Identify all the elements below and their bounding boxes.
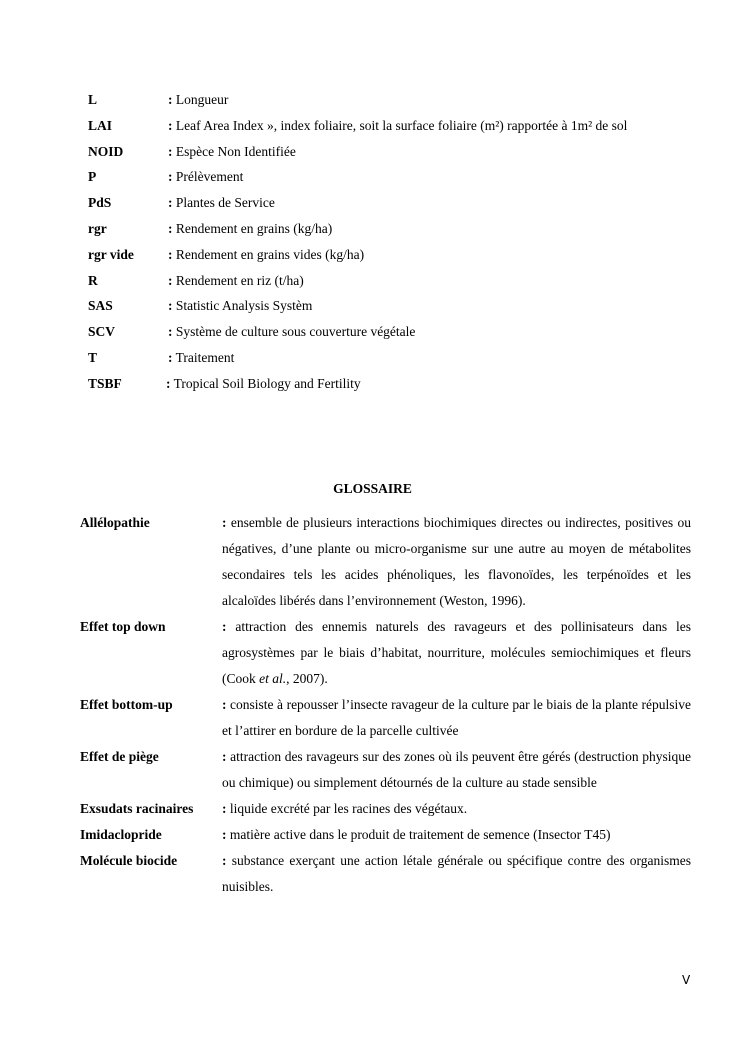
abbreviation-definition: : Rendement en grains vides (kg/ha) (168, 246, 365, 262)
glossary-entry (80, 796, 691, 822)
abbreviation-row (88, 219, 708, 245)
abbreviation-definition: : Traitement (168, 349, 235, 365)
abbreviation-term: rgr vide (88, 246, 134, 262)
abbreviation-definition: : Rendement en riz (t/ha) (168, 272, 304, 288)
abbreviation-row (88, 90, 708, 116)
glossary-definition: : consiste à repousser l’insecte ravageur de la culture par le biais de la plante répulsive et l’attirer en bordure de la parcelle cultivée (222, 697, 691, 738)
glossary-definition: : attraction des ravageurs sur des zones où ils peuvent être gérés (destruction physique ou chimique) ou simplement détournés de la culture au stade sensible (222, 749, 691, 790)
glossary-term: Allélopathie (80, 515, 150, 530)
glossary-entry (80, 744, 691, 796)
abbreviation-term: SAS (88, 298, 113, 314)
abbreviation-definition: : Rendement en grains (kg/ha) (168, 220, 333, 236)
abbreviation-term: NOID (88, 143, 124, 159)
glossary-definition: : substance exerçant une action létale générale ou spécifique contre des organismes nuisibles. (222, 853, 691, 894)
abbreviation-definition: : Tropical Soil Biology and Fertility (166, 375, 361, 391)
glossary-term: Imidaclopride (80, 827, 162, 842)
glossary-term: Molécule biocide (80, 853, 178, 868)
abbreviation-row (88, 116, 708, 142)
abbreviation-row (88, 374, 708, 400)
abbreviation-definition: : Prélèvement (168, 169, 244, 185)
abbreviation-row (88, 142, 708, 168)
glossary-entry (80, 510, 691, 614)
abbreviation-term: L (88, 92, 98, 107)
glossary-definition: : attraction des ennemis naturels des ravageurs et des pollinisateurs dans les agrosystèmes par le biais d’habitat, nourriture, molécules semiochimiques et fleurs (Cook et al., 2007). (222, 619, 691, 686)
abbreviation-term: R (88, 272, 98, 288)
abbreviation-term: LAI (88, 117, 113, 133)
abbreviation-row (88, 348, 708, 374)
glossary-term: Effet top down (80, 619, 166, 634)
glossary-entry (80, 614, 691, 692)
abbreviation-term: P (88, 169, 97, 185)
abbreviation-row (88, 296, 708, 322)
glossary-term: Exsudats racinaires (80, 801, 194, 816)
abbreviation-term: PdS (88, 195, 112, 211)
citation-et-al: et al. (259, 671, 287, 686)
glossary-definition: : liquide excrété par les racines des végétaux. (222, 801, 468, 816)
abbreviation-definition: : Statistic Analysis Systèm (168, 298, 313, 314)
abbreviation-definition: : Plantes de Service (168, 195, 275, 211)
abbreviation-definition: : Espèce Non Identifiée (168, 143, 296, 159)
glossary-term: Effet de piège (80, 749, 159, 764)
abbreviation-list (88, 90, 708, 400)
abbreviation-term: T (88, 349, 98, 365)
abbreviation-row (88, 271, 708, 297)
abbreviation-row (88, 322, 708, 348)
abbreviation-definition: : Système de culture sous couverture végétale (168, 324, 416, 340)
abbreviation-term: TSBF (88, 375, 122, 391)
glossary-term: Effet bottom-up (80, 697, 173, 712)
glossary-entry (80, 692, 691, 744)
abbreviation-row (88, 167, 708, 193)
abbreviation-definition: : Leaf Area Index », index foliaire, soit la surface foliaire (m²) rapportée à 1m² de sol (168, 117, 628, 133)
glossary-entry (80, 822, 691, 848)
abbreviation-term: rgr (88, 220, 107, 236)
glossary-definition: : matière active dans le produit de traitement de semence (Insector T45) (222, 827, 611, 842)
abbreviation-term: SCV (88, 324, 116, 340)
glossary-entry (80, 848, 691, 900)
glossary-list (80, 510, 691, 900)
abbreviation-row (88, 193, 708, 219)
glossary-definition: : ensemble de plusieurs interactions biochimiques directes ou indirectes, positives ou négatives, d’une plante ou micro-organisme sur une autre au moyen de métabolites secondaires tels les acides phénoliques, les flavonoïdes, les terpénoïdes et les alcaloïdes libérés dans l’environnement (Weston, 1996). (222, 515, 691, 608)
page-number: V (682, 973, 691, 987)
abbreviation-definition: : Longueur (168, 92, 229, 107)
abbreviation-row (88, 245, 708, 271)
glossary-title: GLOSSAIRE (333, 481, 412, 496)
